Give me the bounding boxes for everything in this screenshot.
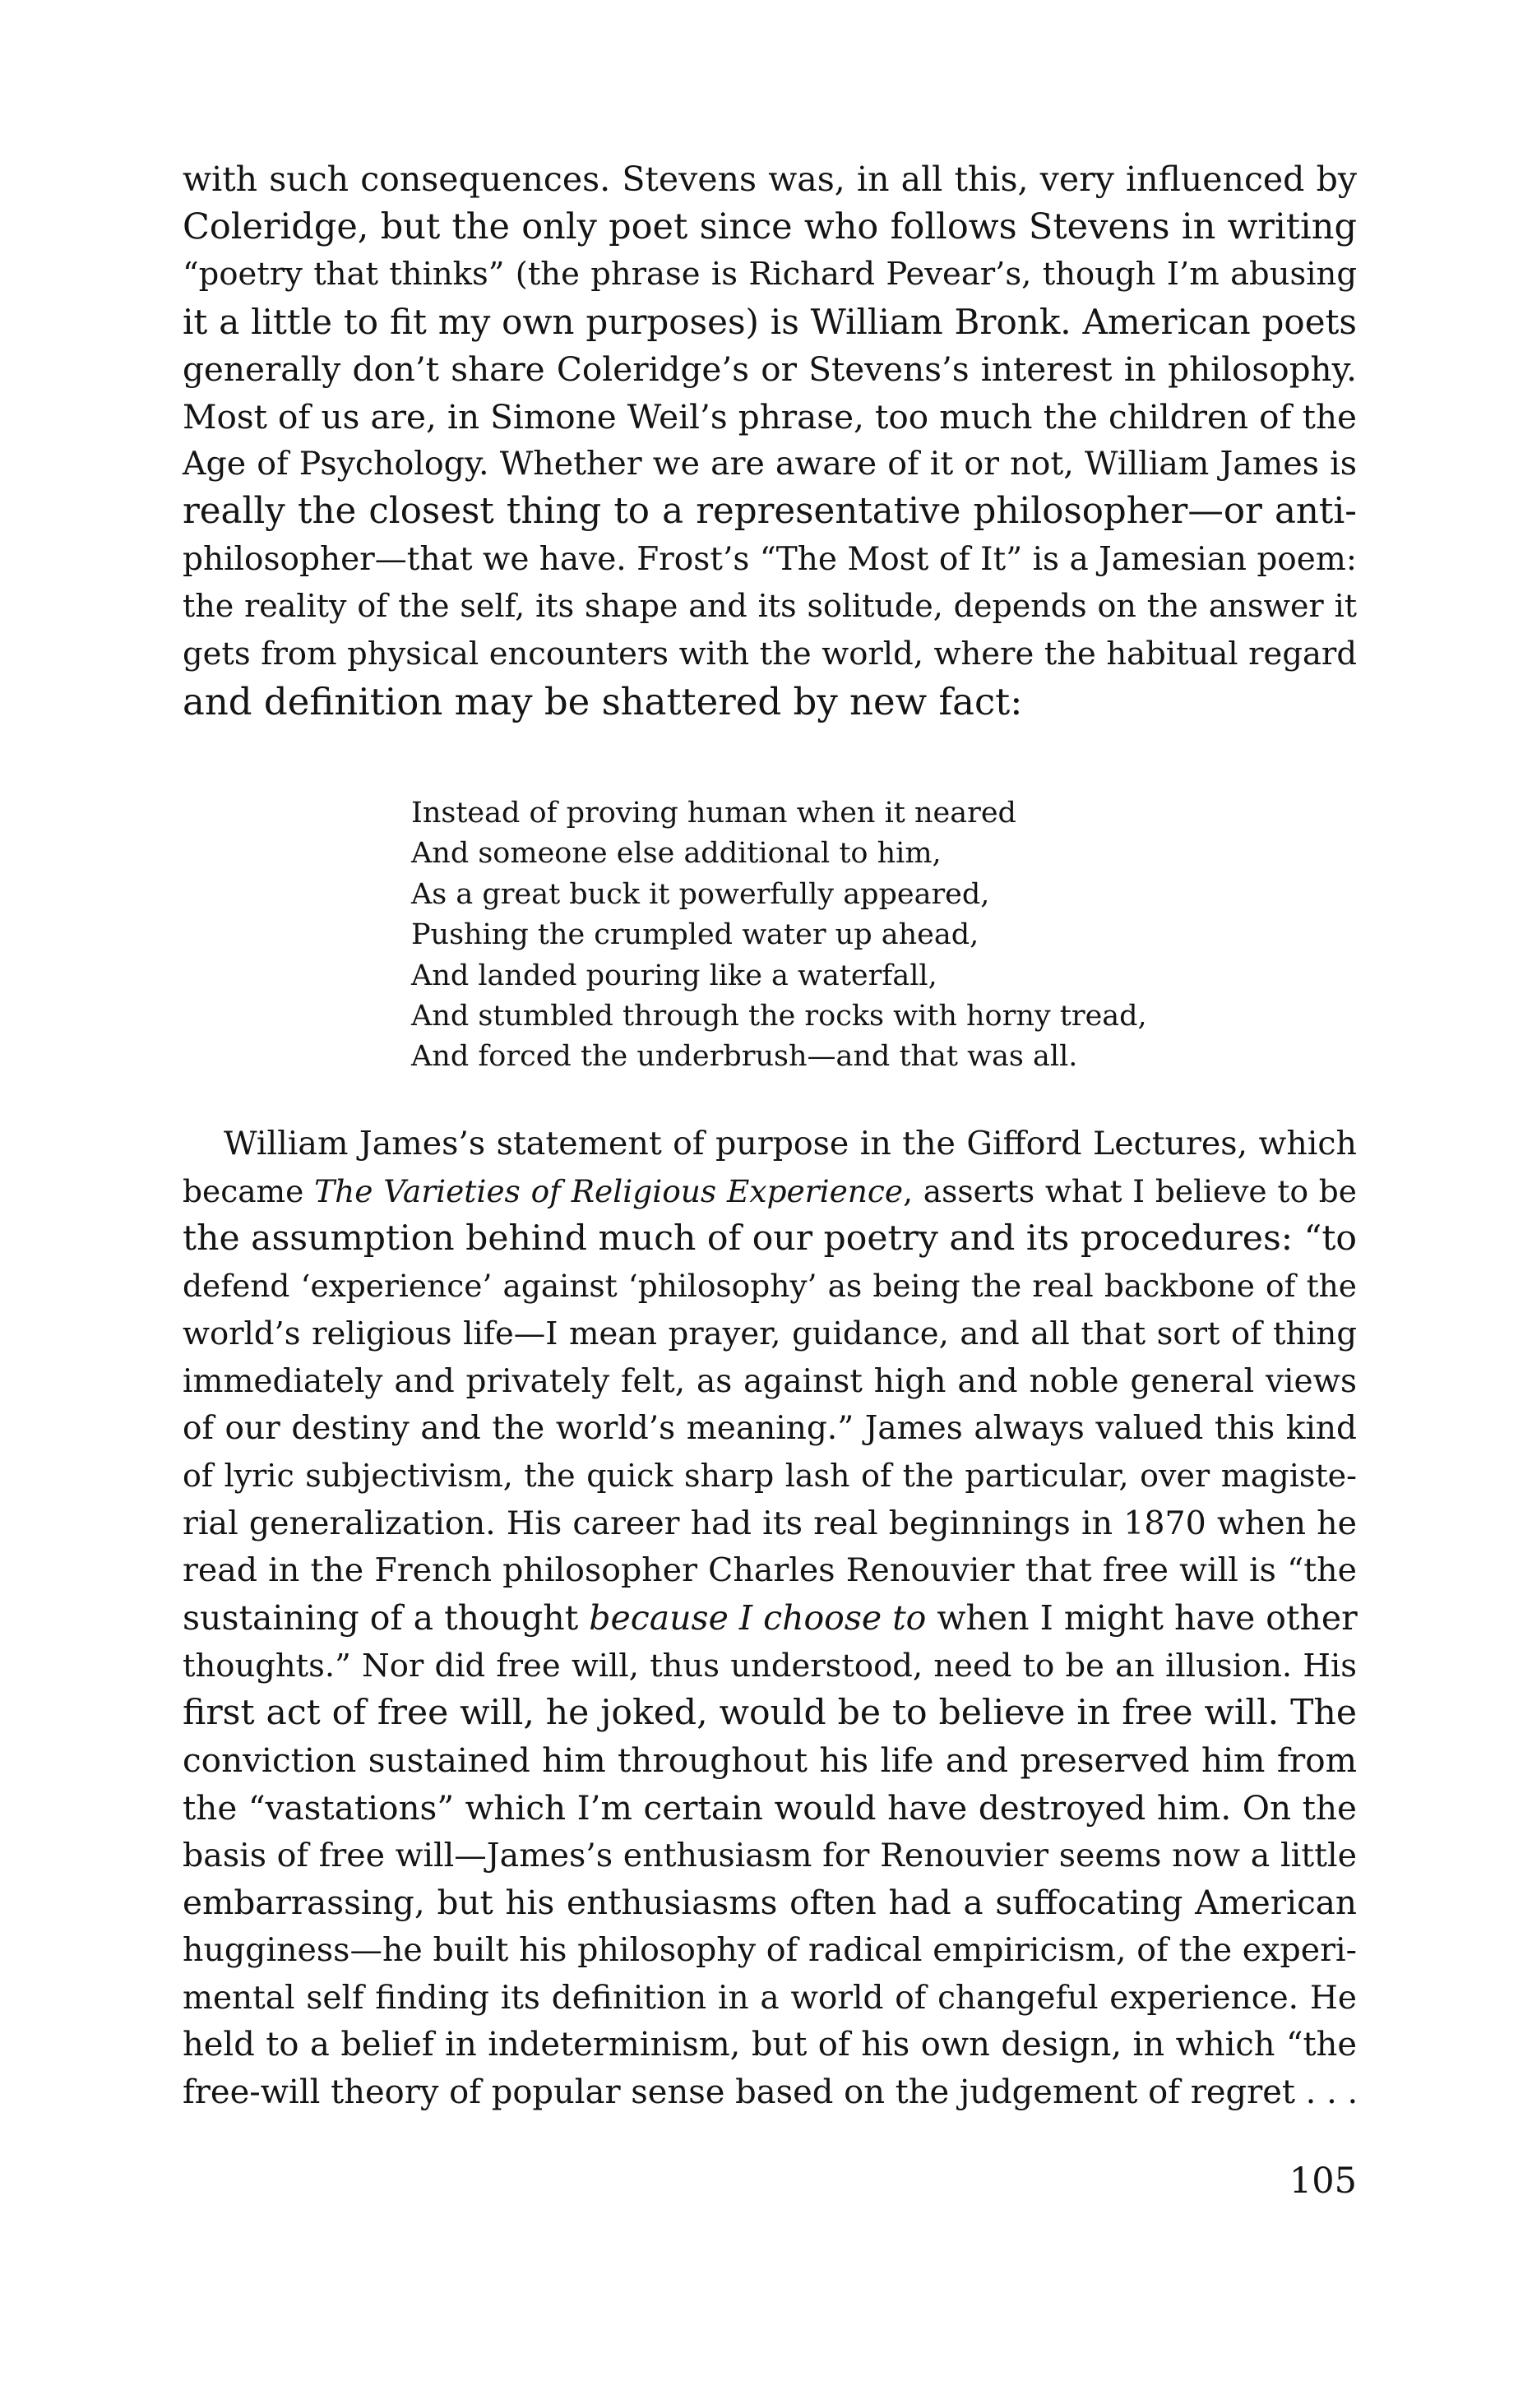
page-number: 105	[1289, 2161, 1357, 2202]
body-paragraph-1	[183, 156, 1357, 725]
text-line: mental self finding its definition in a world of changeful experience. He	[183, 1979, 1357, 2017]
text-line: basis of free will—James’s enthusiasm for Renouvier seems now a little	[183, 1836, 1357, 1874]
verse-line: And someone else additional to him,	[411, 837, 942, 871]
text-line: Coleridge, but the only poet since who follows Stevens in writing	[183, 206, 1357, 247]
verse-line: Pushing the crumpled water up ahead,	[411, 918, 979, 952]
text-line: philosopher—that we have. Frost’s “The Most of It” is a Jamesian poem:	[183, 540, 1357, 578]
text-line: free-will theory of popular sense based on the judgement of regret . . .	[183, 2073, 1358, 2112]
text-line: with such consequences. Stevens was, in all this, very influenced by	[183, 159, 1357, 199]
text-line: the assumption behind much of our poetry and its procedures: “to	[183, 1218, 1357, 1259]
text-line: of lyric subjectivism, the quick sharp lash of the particular, over magiste-	[183, 1457, 1357, 1494]
text-line: thoughts.” Nor did free will, thus understood, need to be an illusion. His	[183, 1647, 1357, 1685]
text-run: when I might have other	[926, 1598, 1358, 1638]
text-line: generally don’t share Coleridge’s or Stevens’s interest in philosophy.	[183, 349, 1357, 389]
body-paragraph-2	[183, 1121, 1357, 2117]
text-line: Most of us are, in Simone Weil’s phrase, too much the children of the	[183, 396, 1357, 437]
text-line	[183, 1595, 1357, 1643]
text-line: embarrassing, but his enthusiasms often had a suffocating American	[183, 1883, 1357, 1923]
text-line: hugginess—he built his philosophy of radical empiricism, of the experi-	[183, 1930, 1357, 1969]
verse-line: As a great buck it powerfully appeared,	[411, 877, 990, 911]
text-line: really the closest thing to a representative philosopher—or anti-	[183, 490, 1357, 532]
text-line: world’s religious life—I mean prayer, guidance, and all that sort of thing	[183, 1315, 1357, 1352]
verse-line: And landed pouring like a waterfall,	[411, 959, 937, 992]
text-run: became	[183, 1172, 315, 1209]
text-line: it a little to fit my own purposes) is William Bronk. American poets	[183, 302, 1357, 343]
book-title: The Varieties of Religious Experience	[314, 1172, 904, 1209]
block-quote-poem	[411, 793, 1147, 1078]
text-line: gets from physical encounters with the world, where the habitual regard	[183, 636, 1357, 673]
text-line: the “vastations” which I’m certain would have destroyed him. On the	[183, 1787, 1357, 1828]
verse-line: Instead of proving human when it neared	[411, 797, 1016, 830]
text-line: and definition may be shattered by new fact:	[183, 679, 1023, 723]
text-line	[183, 1168, 1357, 1216]
text-line: read in the French philosopher Charles Renouvier that free will is “the	[183, 1551, 1357, 1590]
text-line: “poetry that thinks” (the phrase is Richard Pevear’s, though I’m abusing	[183, 256, 1357, 293]
text-line: immediately and privately felt, as against high and noble general views	[183, 1362, 1357, 1400]
text-line: rial generalization. His career had its real beginnings in 1870 when he	[183, 1504, 1357, 1542]
text-line: conviction sustained him throughout his life and preserved him from	[183, 1740, 1357, 1781]
text-run: , asserts what I believe to be	[903, 1172, 1357, 1209]
verse-line: And stumbled through the rocks with horny tread,	[411, 1000, 1147, 1033]
text-line: Age of Psychology. Whether we are aware of it or not, William James is	[183, 445, 1357, 483]
text-line: defend ‘experience’ against ‘philosophy’ as being the real backbone of the	[183, 1268, 1357, 1305]
verse-line: And forced the underbrush—and that was all.	[411, 1040, 1078, 1074]
text-line: first act of free will, he joked, would be to believe in free will. The	[183, 1693, 1357, 1734]
text-line: of our destiny and the world’s meaning.” James always valued this kind	[183, 1410, 1357, 1448]
emphasis: because I choose to	[589, 1598, 927, 1638]
text-line: held to a belief in indeterminism, but of his own design, in which “the	[183, 2026, 1357, 2064]
text-run: sustaining of a thought	[183, 1598, 590, 1638]
text-line: William James’s statement of purpose in the Gifford Lectures, which	[224, 1125, 1357, 1162]
text-line: the reality of the self, its shape and its solitude, depends on the answer it	[183, 588, 1357, 625]
